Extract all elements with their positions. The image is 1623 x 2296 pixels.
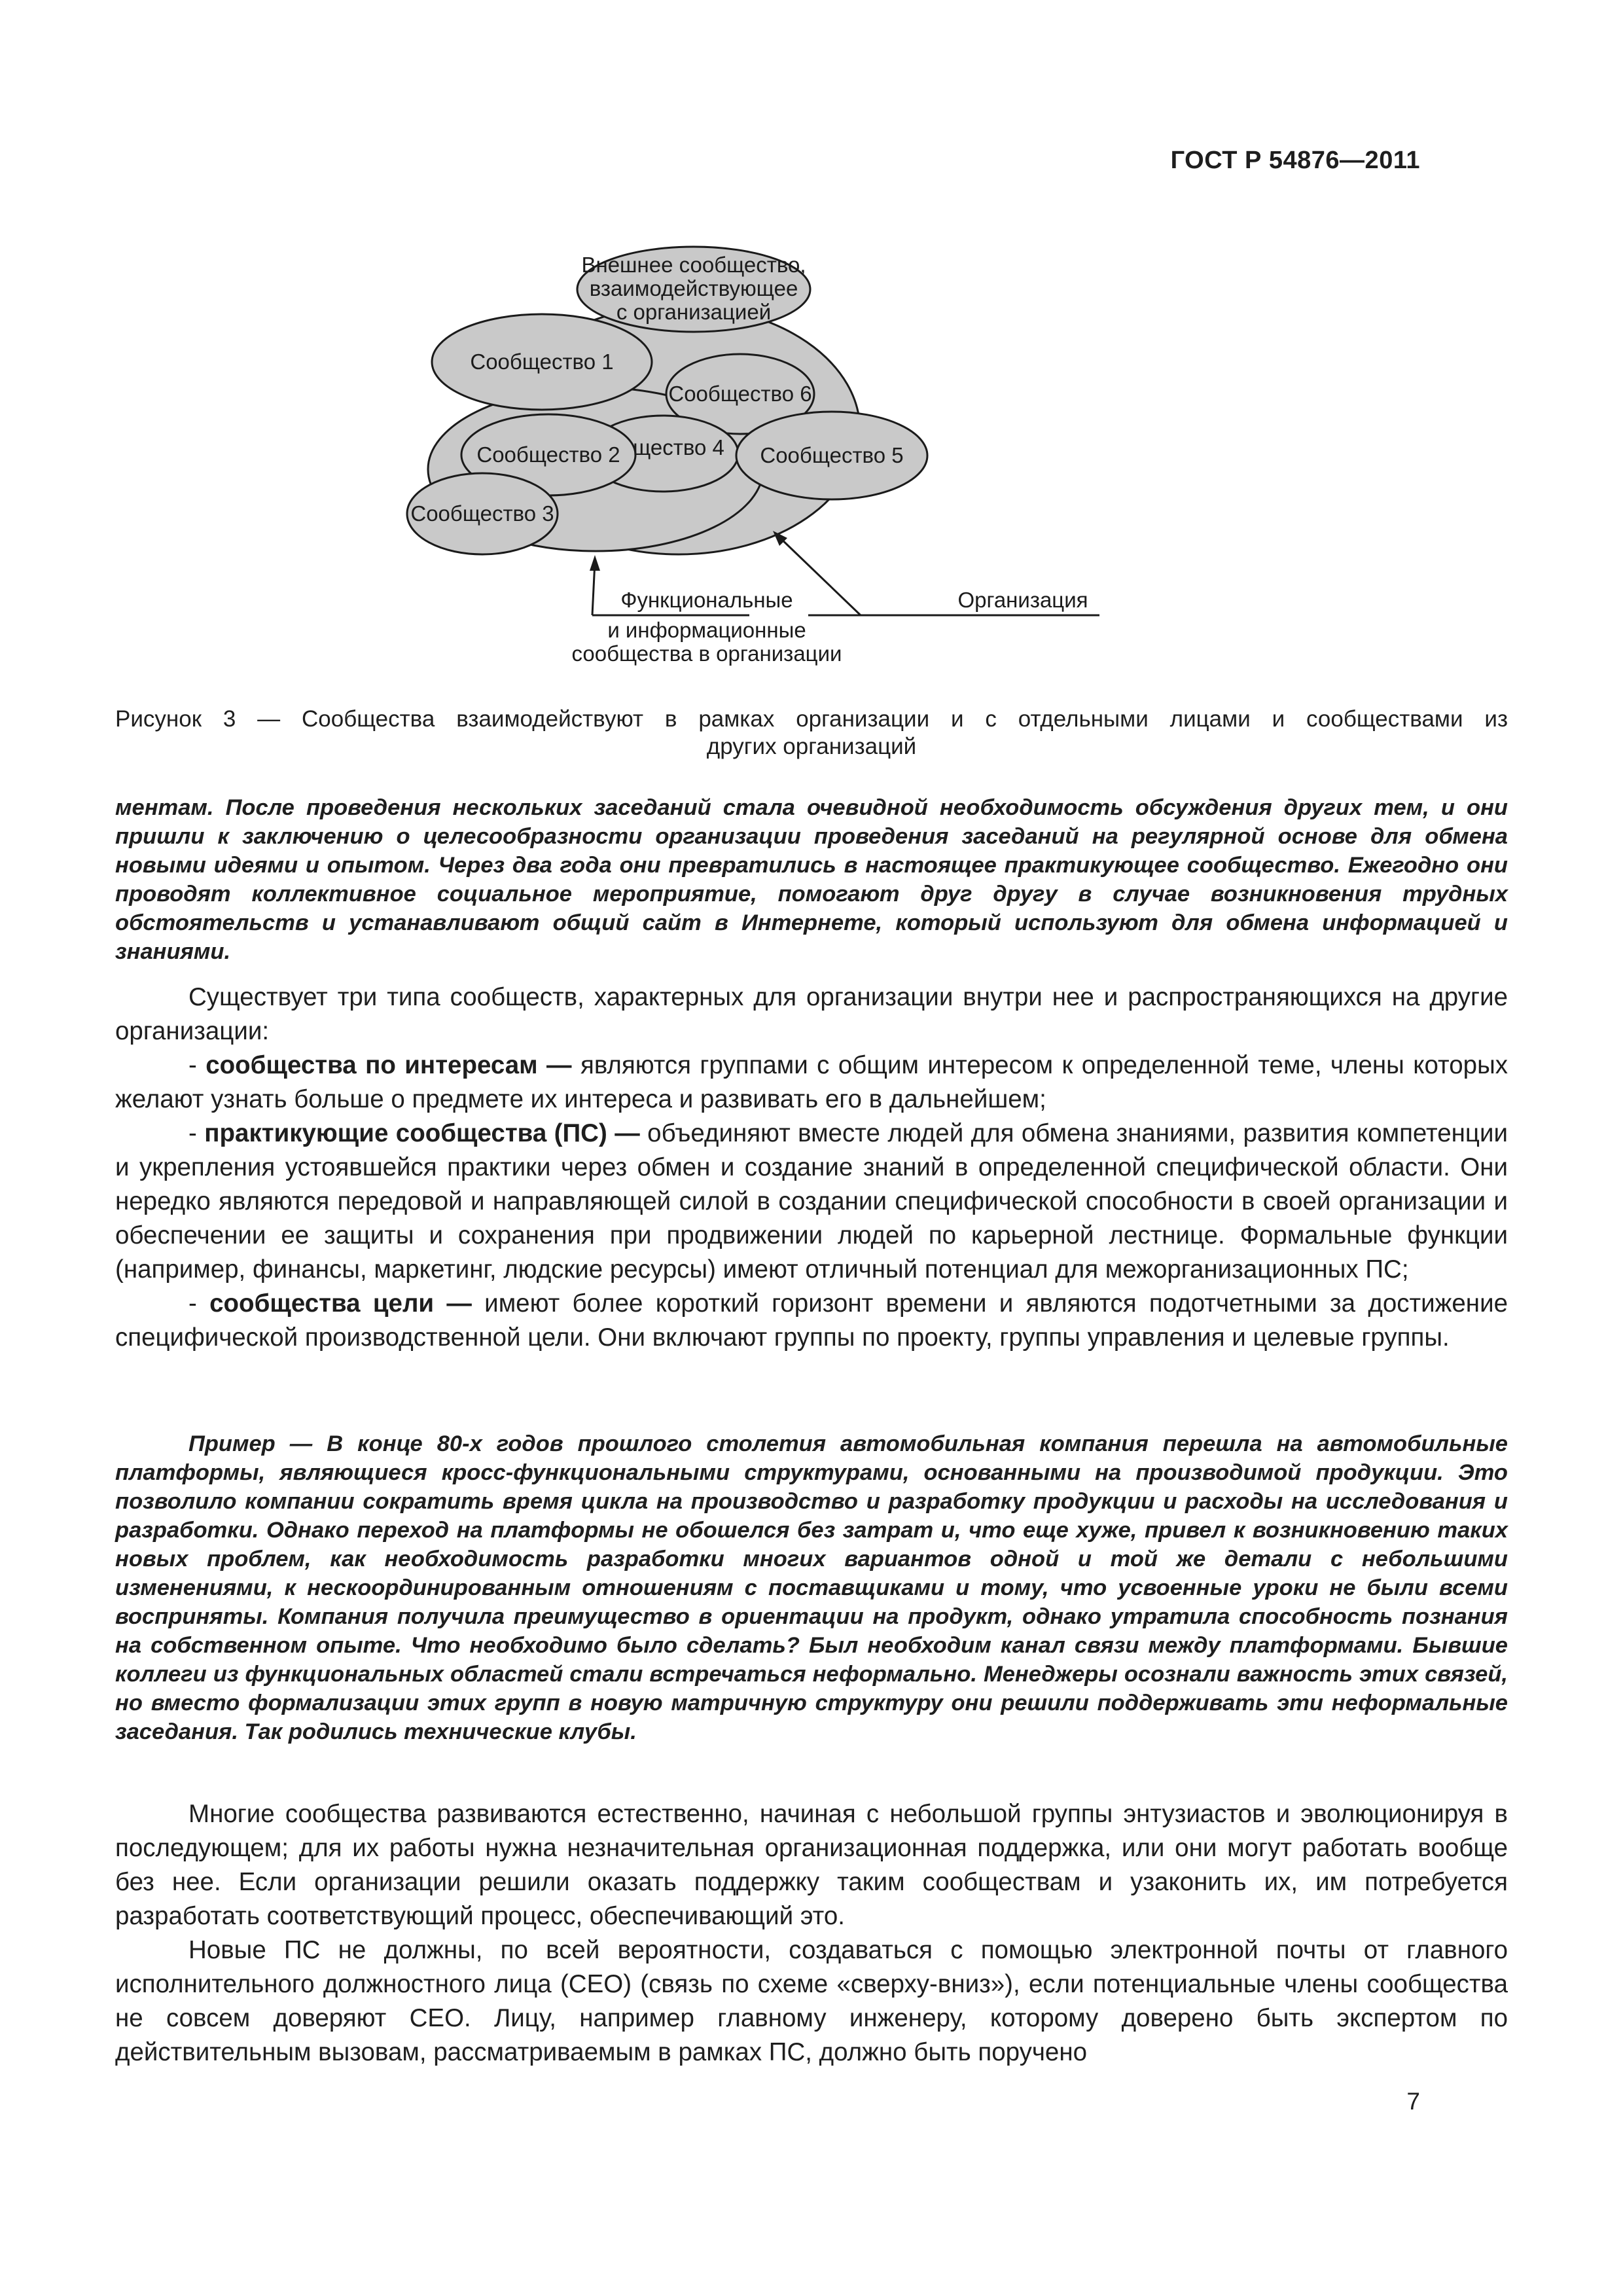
- item-text: объединяют вместе людей для обмена знаниями, развития компетенции и укрепления устоявшейся практики через обмен и создание знаний в определенной специфической области. Они нередко являются передовой и направляющей силой в создании специфической способности в своей организации и обеспечении ее защиты и сохранения при продвижении людей по карьерной лестнице. Формальные функции (например, финансы, маркетинг, людские ресурсы) имеют отличный потенциал для межорганизационных ПС;: [115, 1119, 1508, 1283]
- caption-line-1: Рисунок 3 — Сообщества взаимодействуют в рамках организации и с отдельными лицами и сообществами из: [115, 706, 1508, 732]
- external-community-label-2: взаимодействующее: [589, 276, 798, 300]
- community-6-label: Сообщество 6: [668, 382, 812, 406]
- item-term: сообщества по интересам —: [205, 1051, 572, 1079]
- document-header: ГОСТ Р 54876—2011: [1170, 147, 1420, 174]
- organization-pointer-leader: [777, 535, 941, 615]
- external-community-label-1: Внешнее сообщество,: [581, 253, 806, 277]
- community-4-label: щество 4: [633, 435, 724, 459]
- example-continuation-text: ментам. После проведения нескольких заседаний стала очевидной необходимость обсуждения других тем, и они пришли к заключению о целесообразности организации проведения заседаний на регулярной основе для обмена новыми идеями и опытом. Через два года они превратились в настоящее практикующее сообщество. Ежегодно они проводят коллективное социальное мероприятие, помогают друг другу в случае возникновения трудных обстоятельств и устанавливают общий сайт в Интернете, который используют для обмена информацией и знаниями.: [115, 795, 1508, 964]
- organization-label: Организация: [957, 588, 1088, 612]
- types-intro: Существует три типа сообществ, характерных для организации внутри нее и распространяющихся на другие организации:: [115, 983, 1508, 1045]
- community-3-label: Сообщество 3: [410, 501, 554, 526]
- item-dash: -: [188, 1051, 197, 1079]
- types-section: [115, 980, 1508, 1355]
- paragraph-communities: Многие сообщества развиваются естественно, начиная с небольшой группы энтузиастов и эволюционируя в последующем; для их работы нужна незначительная организационная поддержка, или они могут работать вообще без нее. Если организации решили оказать поддержку таким сообществам и узаконить их, им потребуется разработать соответствующий процесс, обеспечивающий это.: [115, 1800, 1508, 1930]
- paragraph-new-cps: Новые ПС не должны, по всей вероятности, создаваться с помощью электронной почты от главного исполнительного должностного лица (CEO) (связь по схеме «сверху-вниз»), если потенциальные члены сообщества не совсем доверяют CEO. Лицу, например главному инженеру, которому доверено быть экспертом по действительным вызовам, рассматриваемым в рамках ПС, должно быть поручено: [115, 1936, 1508, 2066]
- example-block: [115, 1429, 1508, 1746]
- example-text: Пример — В конце 80-х годов прошлого столетия автомобильная компания перешла на автомобильные платформы, являющиеся кросс-функциональными структурами, основанными на производимой продукции. Это позволило компании сократить время цикла на производство и разработку продукции и расходы на исследования и разработки. Однако переход на платформы не обошелся без затрат и, что еще хуже, привел к возникновению таких новых проблем, как необходимость разработки многих вариантов одной и той же детали с небольшими изменениями, к нескоординированным отношениям с поставщиками и тому, что усвоенные уроки не были всеми восприняты. Компания получила преимущество в ориентации на продукт, однако утратила способность познания на собственном опыте. Что необходимо было сделать? Был необходим канал связи между платформами. Бывшие коллеги из функциональных областей стали встречаться неформально. Менеджеры осознали важность этих связей, но вместо формализации этих групп в новую матричную структуру они решили поддерживать эти неформальные заседания. Так родились технические клубы.: [115, 1431, 1508, 1744]
- item-term: практикующие сообщества (ПС) —: [204, 1119, 640, 1147]
- functional-arrowhead: [590, 555, 600, 571]
- type-item-goal: [115, 1287, 1508, 1355]
- item-dash: -: [188, 1289, 197, 1318]
- example-continuation: [115, 793, 1508, 966]
- community-2-label: Сообщество 2: [476, 442, 620, 467]
- functional-label-2: и информационные: [607, 618, 806, 642]
- communities-diagram: [406, 242, 1145, 681]
- diagram-svg: [406, 242, 1145, 681]
- type-item-practice: [115, 1117, 1508, 1287]
- item-text: имеют более короткий горизонт времени и являются подотчетными за достижение специфической производственной цели. Они включают группы по проекту, группы управления и целевые группы.: [115, 1289, 1508, 1352]
- external-community-label-3: с организацией: [616, 300, 772, 324]
- type-item-interest: [115, 1049, 1508, 1117]
- item-text: являются группами с общим интересом к определенной теме, члены которых желают узнать больше о предмете их интереса и развивать его в дальнейшем;: [115, 1051, 1508, 1113]
- functional-label-3: сообщества в организации: [571, 641, 842, 666]
- figure-caption: [115, 706, 1508, 761]
- community-1-label: Сообщество 1: [470, 350, 614, 374]
- item-dash: -: [188, 1119, 197, 1147]
- item-term: сообщества цели —: [209, 1289, 472, 1318]
- page-number: 7: [1406, 2088, 1420, 2115]
- closing-section: [115, 1797, 1508, 2070]
- caption-line-2: других организаций: [706, 734, 917, 759]
- community-5-label: Сообщество 5: [760, 443, 904, 467]
- functional-label-1: Функциональные: [620, 588, 793, 612]
